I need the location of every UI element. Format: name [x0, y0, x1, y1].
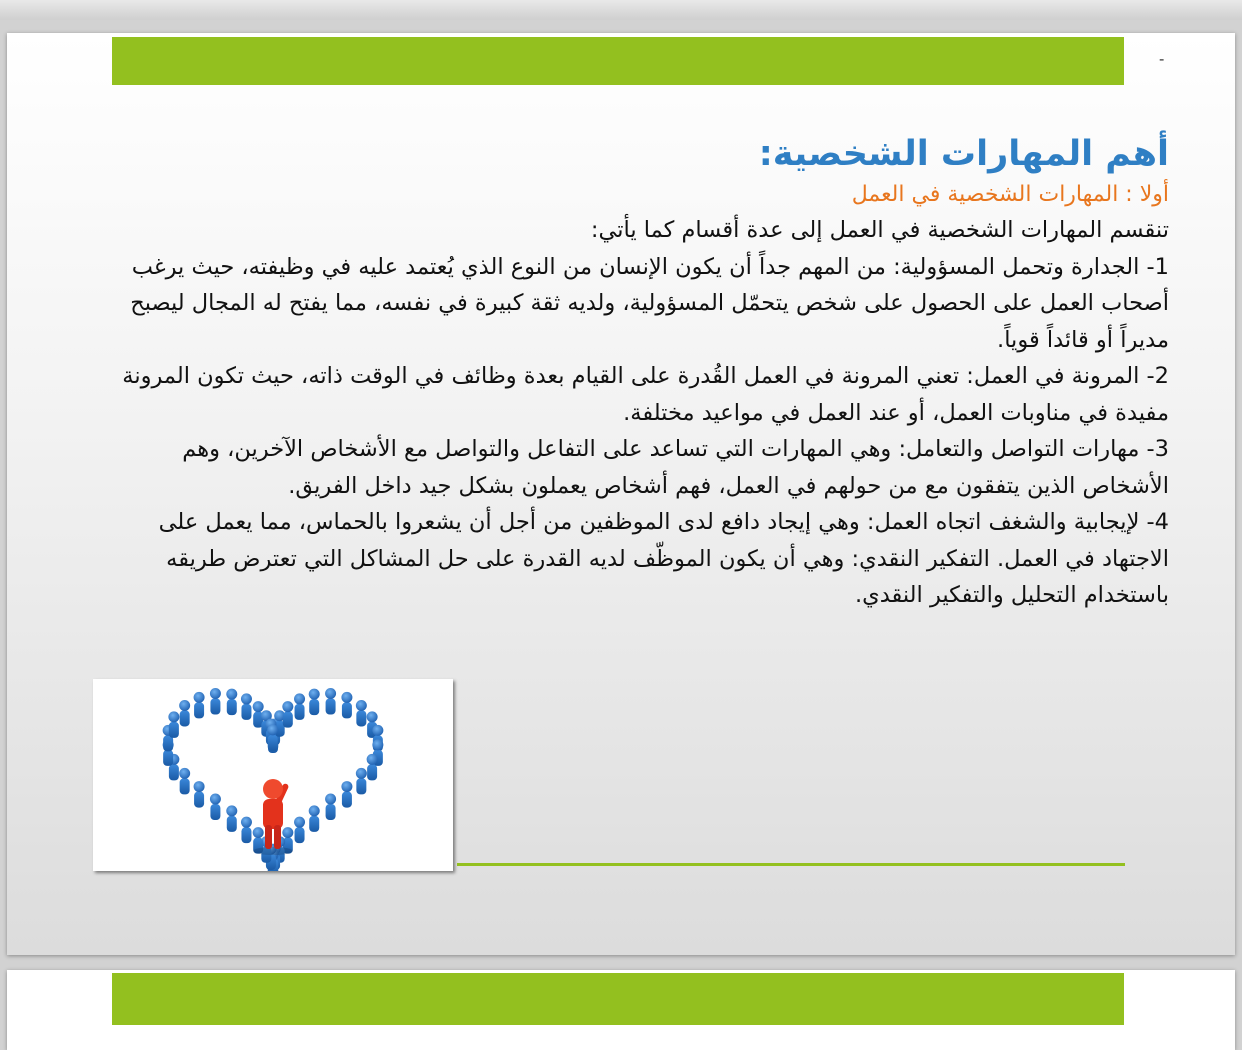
crowd-figure [282, 701, 293, 728]
crowd-figure [325, 794, 336, 821]
crowd-figure [168, 711, 179, 738]
heart-of-people-icon [93, 679, 453, 871]
point-1-paragraph: 1- الجدارة وتحمل المسؤولية: من المهم جداً أن يكون الإنسان من النوع الذي يُعتمد عليه في وظيفته، حيث يرغب أصحاب العمل على الحصول على شخص يتحمّل المسؤولية، ولديه ثقة كبيرة في نفسه، مما يفتح له المجال ليصبح مديراً أو قائداً قوياً. [130, 253, 1169, 353]
slide-title: أهم المهارات الشخصية: [758, 134, 1169, 174]
footer-line [457, 863, 1125, 866]
crowd-figure [241, 817, 252, 844]
crowd-figure [356, 700, 367, 727]
crowd-figure [356, 768, 367, 795]
point-3-paragraph: 3- مهارات التواصل والتعامل: وهي المهارات التي تساعد على التفاعل والتواصل مع الأشخاص الآخرين، وهم الأشخاص الذين يتفقون مع من حولهم في العمل، فهم أشخاص يعملون بشكل جيد داخل الفريق. [182, 436, 1169, 499]
heart-of-people-picture [93, 679, 453, 871]
crowd-figure [294, 817, 305, 844]
crowd-figure [226, 689, 237, 716]
next-slide-header-bar [112, 973, 1124, 1025]
crowd-figure [179, 768, 190, 795]
crowd-figure [309, 805, 320, 832]
crowd-figure [210, 794, 221, 821]
header-bar [112, 37, 1124, 85]
slide-subtitle: أولا : المهارات الشخصية في العمل [851, 182, 1169, 207]
slide-marker: - [1159, 51, 1165, 68]
crowd-figure [194, 781, 205, 808]
crowd-figure [325, 688, 336, 715]
crowd-figure [341, 781, 352, 808]
crowd-figure [341, 692, 352, 719]
point-4-paragraph: 4- لإيجابية والشغف اتجاه العمل: وهي إيجاد دافع لدى الموظفين من أجل أن يشعروا بالحماس، مما يعمل على الاجتهاد في العمل. التفكير النقدي: وهي أن يكون الموظّف لديه القدرة على حل المشاكل التي تعترض طريقه باستخدام التحليل والتفكير النقدي. [158, 509, 1169, 608]
slide [7, 33, 1235, 955]
crowd-figure [294, 693, 305, 720]
next-slide [7, 970, 1235, 1050]
intro-paragraph: تنقسم المهارات الشخصية في العمل إلى عدة أقسام كما يأتي: [590, 217, 1169, 243]
crowd-figure [267, 724, 278, 751]
slide-content [97, 128, 1169, 614]
previous-slide-edge [0, 0, 1242, 20]
point-2-paragraph: 2- المرونة في العمل: تعني المرونة في العمل القُدرة على القيام بعدة وظائف في الوقت ذاته، حيث تكون المرونة مفيدة في مناوبات العمل، أو عند العمل في مواعيد مختلفة. [122, 363, 1169, 426]
crowd-figure [179, 700, 190, 727]
crowd-figure [241, 693, 252, 720]
crowd-figure [367, 754, 378, 781]
crowd-figure [309, 689, 320, 716]
crowd-figure [194, 692, 205, 719]
crowd-figure [210, 688, 221, 715]
crowd-figure [226, 805, 237, 832]
